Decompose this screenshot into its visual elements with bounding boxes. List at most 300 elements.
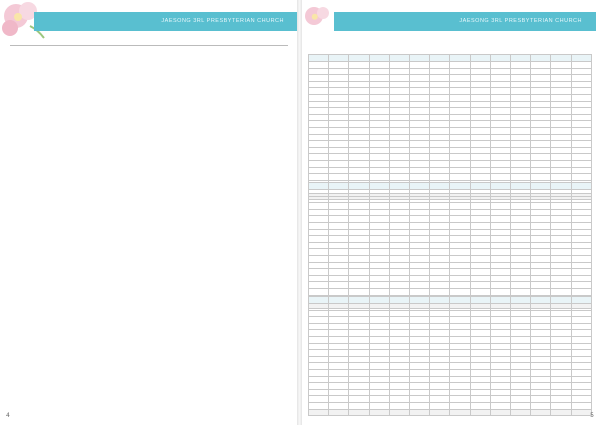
- table-cell: [551, 336, 571, 343]
- table-cell: [329, 209, 349, 216]
- table-cell: [470, 242, 490, 249]
- table-header-cell: [551, 183, 571, 190]
- table-cell: [389, 275, 409, 282]
- table-cell: [450, 409, 470, 416]
- table-cell: [309, 209, 329, 216]
- table-cell: [410, 242, 430, 249]
- table-cell: [571, 81, 591, 88]
- table-cell: [329, 363, 349, 370]
- table-cell: [309, 114, 329, 121]
- table-cell: [430, 275, 450, 282]
- table-cell: [369, 147, 389, 154]
- table-cell: [369, 323, 389, 330]
- table-cell: [349, 376, 369, 383]
- table-cell: [450, 94, 470, 101]
- table-cell: [531, 330, 551, 337]
- table-cell: [511, 369, 531, 376]
- table-cell: [329, 229, 349, 236]
- table-cell: [531, 209, 551, 216]
- table-cell: [551, 269, 571, 276]
- table-cell: [551, 255, 571, 262]
- table-cell: [470, 203, 490, 210]
- table-cell: [490, 216, 510, 223]
- table-cell: [309, 127, 329, 134]
- table-cell: [511, 154, 531, 161]
- table-cell: [551, 196, 571, 203]
- table-cell: [430, 62, 450, 69]
- table-cell: [430, 402, 450, 409]
- table-cell: [490, 94, 510, 101]
- table-cell: [551, 141, 571, 148]
- table-cell: [389, 108, 409, 115]
- table-row: [309, 396, 592, 403]
- table-cell: [551, 94, 571, 101]
- table-cell: [551, 409, 571, 416]
- left-header-band: [34, 12, 298, 31]
- table-header-cell: [349, 183, 369, 190]
- table-cell: [450, 376, 470, 383]
- table-cell: [349, 222, 369, 229]
- table-cell: [490, 134, 510, 141]
- table-cell: [490, 317, 510, 324]
- table-cell: [389, 216, 409, 223]
- table-cell: [410, 88, 430, 95]
- table-header-cell: [571, 183, 591, 190]
- table-cell: [551, 62, 571, 69]
- table-cell: [389, 196, 409, 203]
- table-cell: [450, 101, 470, 108]
- table-cell: [349, 249, 369, 256]
- table-cell: [430, 209, 450, 216]
- table-cell: [511, 262, 531, 269]
- table-cell: [531, 108, 551, 115]
- table-cell: [551, 121, 571, 128]
- table-cell: [551, 114, 571, 121]
- table-cell: [389, 376, 409, 383]
- table-cell: [470, 101, 490, 108]
- table-cell: [571, 75, 591, 82]
- table-cell: [551, 242, 571, 249]
- table-cell: [551, 310, 571, 317]
- table-cell: [309, 363, 329, 370]
- table-cell: [389, 269, 409, 276]
- table-cell: [490, 323, 510, 330]
- table-cell: [571, 249, 591, 256]
- table-cell: [349, 127, 369, 134]
- table-cell: [450, 154, 470, 161]
- table-header-cell: [531, 183, 551, 190]
- table-cell: [531, 222, 551, 229]
- table-cell: [470, 209, 490, 216]
- table-cell: [571, 160, 591, 167]
- table-cell: [430, 363, 450, 370]
- table-row: [309, 94, 592, 101]
- table-cell: [410, 402, 430, 409]
- table-cell: [329, 317, 349, 324]
- table-cell: [410, 369, 430, 376]
- table-cell: [349, 369, 369, 376]
- table-header-cell: [511, 55, 531, 62]
- table-cell: [531, 249, 551, 256]
- table-cell: [490, 88, 510, 95]
- table-cell: [450, 209, 470, 216]
- table-cell: [389, 222, 409, 229]
- table-header-cell: [470, 183, 490, 190]
- left-page: [0, 0, 298, 425]
- table-header-cell: [531, 297, 551, 304]
- table-cell: [511, 75, 531, 82]
- table-cell: [470, 262, 490, 269]
- table-cell: [511, 275, 531, 282]
- table-cell: [571, 310, 591, 317]
- table-cell: [490, 114, 510, 121]
- table-cell: [389, 356, 409, 363]
- table-cell: [349, 209, 369, 216]
- table-cell: [511, 402, 531, 409]
- table-cell: [470, 62, 490, 69]
- table-cell: [349, 409, 369, 416]
- table-cell: [511, 317, 531, 324]
- table-header-row: [309, 297, 592, 304]
- table-cell: [309, 310, 329, 317]
- table-cell: [349, 62, 369, 69]
- table-cell: [309, 402, 329, 409]
- table-cell: [389, 262, 409, 269]
- table-cell: [571, 343, 591, 350]
- table-row: [309, 108, 592, 115]
- table-cell: [369, 222, 389, 229]
- table-cell: [551, 160, 571, 167]
- table-header-cell: [410, 55, 430, 62]
- table-cell: [571, 376, 591, 383]
- table-cell: [329, 147, 349, 154]
- table-row: [309, 147, 592, 154]
- table-cell: [309, 330, 329, 337]
- table-cell: [329, 343, 349, 350]
- table-cell: [551, 81, 571, 88]
- table-cell: [349, 216, 369, 223]
- table-cell: [389, 134, 409, 141]
- page-number: 5: [590, 412, 594, 419]
- table-cell: [410, 68, 430, 75]
- table-cell: [410, 323, 430, 330]
- table-cell: [369, 108, 389, 115]
- table-cell: [389, 101, 409, 108]
- table-cell: [571, 330, 591, 337]
- table-cell: [389, 209, 409, 216]
- table-row: [309, 389, 592, 396]
- table-cell: [450, 127, 470, 134]
- table-cell: [531, 396, 551, 403]
- table-cell: [389, 383, 409, 390]
- table-cell: [329, 356, 349, 363]
- table-cell: [571, 196, 591, 203]
- table-cell: [490, 242, 510, 249]
- table-cell: [349, 323, 369, 330]
- table-cell: [450, 141, 470, 148]
- table-cell: [551, 356, 571, 363]
- table-cell: [369, 310, 389, 317]
- table-cell: [369, 343, 389, 350]
- table-cell: [410, 350, 430, 357]
- table-cell: [490, 236, 510, 243]
- table-cell: [450, 222, 470, 229]
- table-header-cell: [329, 297, 349, 304]
- table-cell: [349, 160, 369, 167]
- table-cell: [309, 356, 329, 363]
- table-cell: [571, 242, 591, 249]
- table-cell: [511, 356, 531, 363]
- table-cell: [470, 275, 490, 282]
- table-cell: [450, 216, 470, 223]
- table-cell: [511, 62, 531, 69]
- table-cell: [450, 108, 470, 115]
- table-cell: [470, 190, 490, 197]
- table-cell: [410, 203, 430, 210]
- table-cell: [571, 141, 591, 148]
- table-header-row: [309, 183, 592, 190]
- table-header-cell: [410, 297, 430, 304]
- table-cell: [369, 369, 389, 376]
- table-cell: [389, 88, 409, 95]
- table-cell: [531, 216, 551, 223]
- table-cell: [470, 363, 490, 370]
- table-cell: [369, 141, 389, 148]
- table-cell: [511, 389, 531, 396]
- table-cell: [531, 255, 551, 262]
- table-cell: [450, 383, 470, 390]
- table-cell: [309, 108, 329, 115]
- table-cell: [571, 154, 591, 161]
- table-cell: [389, 190, 409, 197]
- table-cell: [410, 141, 430, 148]
- table-cell: [329, 222, 349, 229]
- flower-decoration-icon: [302, 2, 338, 36]
- table-cell: [470, 396, 490, 403]
- table-cell: [490, 127, 510, 134]
- table-cell: [490, 383, 510, 390]
- table-cell: [551, 317, 571, 324]
- table-cell: [430, 356, 450, 363]
- table-cell: [349, 203, 369, 210]
- table-cell: [389, 242, 409, 249]
- table-cell: [470, 336, 490, 343]
- table-cell: [470, 255, 490, 262]
- table-cell: [309, 81, 329, 88]
- table-cell: [329, 350, 349, 357]
- table-row: [309, 160, 592, 167]
- table-cell: [369, 396, 389, 403]
- table-cell: [470, 108, 490, 115]
- table-cell: [410, 75, 430, 82]
- table-row: [309, 196, 592, 203]
- table-cell: [369, 363, 389, 370]
- table-cell: [349, 236, 369, 243]
- table-cell: [470, 369, 490, 376]
- table-cell: [531, 75, 551, 82]
- table-cell: [410, 304, 430, 311]
- table-cell: [349, 196, 369, 203]
- table-header-cell: [490, 183, 510, 190]
- table-cell: [470, 222, 490, 229]
- table-cell: [450, 242, 470, 249]
- table-cell: [430, 222, 450, 229]
- table-cell: [349, 363, 369, 370]
- table-cell: [329, 94, 349, 101]
- table-cell: [551, 275, 571, 282]
- table-cell: [551, 350, 571, 357]
- table-cell: [511, 127, 531, 134]
- table-cell: [309, 396, 329, 403]
- table-cell: [329, 236, 349, 243]
- table-cell: [410, 330, 430, 337]
- page-number: 4: [6, 412, 10, 419]
- table-cell: [490, 62, 510, 69]
- table-row: [309, 330, 592, 337]
- table-cell: [551, 389, 571, 396]
- table-cell: [450, 262, 470, 269]
- table-cell: [410, 160, 430, 167]
- table-cell: [389, 317, 409, 324]
- table-cell: [369, 269, 389, 276]
- table-header-cell: [450, 183, 470, 190]
- table-cell: [430, 350, 450, 357]
- table-cell: [470, 68, 490, 75]
- table-cell: [309, 249, 329, 256]
- table-cell: [571, 389, 591, 396]
- table-cell: [450, 310, 470, 317]
- table-header-cell: [551, 55, 571, 62]
- table-cell: [551, 75, 571, 82]
- table-cell: [430, 317, 450, 324]
- table-cell: [571, 336, 591, 343]
- table-cell: [490, 409, 510, 416]
- table-cell: [349, 190, 369, 197]
- table-cell: [349, 402, 369, 409]
- table-cell: [450, 363, 470, 370]
- table-cell: [531, 203, 551, 210]
- table-cell: [309, 236, 329, 243]
- table-cell: [410, 275, 430, 282]
- table-header-cell: [329, 55, 349, 62]
- table-header-cell: [389, 55, 409, 62]
- table-cell: [389, 62, 409, 69]
- table-cell: [349, 255, 369, 262]
- table-cell: [430, 114, 450, 121]
- table-cell: [389, 127, 409, 134]
- table-cell: [511, 81, 531, 88]
- table-cell: [551, 203, 571, 210]
- table-cell: [450, 350, 470, 357]
- table-cell: [329, 242, 349, 249]
- table-cell: [309, 190, 329, 197]
- table-cell: [369, 209, 389, 216]
- table-cell: [531, 134, 551, 141]
- table-cell: [551, 330, 571, 337]
- table-cell: [490, 269, 510, 276]
- table-cell: [490, 350, 510, 357]
- table-cell: [571, 68, 591, 75]
- table-cell: [450, 269, 470, 276]
- table-cell: [309, 68, 329, 75]
- table-cell: [349, 269, 369, 276]
- table-cell: [511, 343, 531, 350]
- table-row: [309, 203, 592, 210]
- table-cell: [329, 75, 349, 82]
- table-cell: [309, 222, 329, 229]
- table-cell: [329, 255, 349, 262]
- table-cell: [490, 121, 510, 128]
- table-cell: [410, 363, 430, 370]
- table-row: [309, 242, 592, 249]
- table-cell: [369, 389, 389, 396]
- table-cell: [551, 108, 571, 115]
- table-cell: [450, 255, 470, 262]
- table-row: [309, 154, 592, 161]
- table-header-cell: [430, 297, 450, 304]
- table-cell: [470, 383, 490, 390]
- lesson-info-line: [10, 35, 288, 46]
- table-header-cell: [369, 55, 389, 62]
- table-cell: [369, 262, 389, 269]
- table-cell: [410, 190, 430, 197]
- table-cell: [470, 216, 490, 223]
- table-cell: [531, 81, 551, 88]
- table-cell: [531, 88, 551, 95]
- table-header-cell: [369, 297, 389, 304]
- table-cell: [389, 363, 409, 370]
- table-cell: [410, 147, 430, 154]
- table-cell: [430, 376, 450, 383]
- table-cell: [430, 108, 450, 115]
- table-cell: [369, 121, 389, 128]
- table-cell: [490, 222, 510, 229]
- table-cell: [410, 127, 430, 134]
- table-cell: [571, 147, 591, 154]
- table-cell: [470, 121, 490, 128]
- table-cell: [309, 389, 329, 396]
- table-cell: [430, 304, 450, 311]
- table-cell: [470, 236, 490, 243]
- table-cell: [531, 269, 551, 276]
- table-header-cell: [329, 183, 349, 190]
- table-cell: [470, 304, 490, 311]
- table-cell: [571, 229, 591, 236]
- table-cell: [571, 323, 591, 330]
- table-cell: [490, 363, 510, 370]
- table-cell: [389, 396, 409, 403]
- table-cell: [410, 101, 430, 108]
- table-header-cell: [309, 183, 329, 190]
- table-cell: [309, 262, 329, 269]
- table-cell: [410, 222, 430, 229]
- table-cell: [410, 81, 430, 88]
- table-row: [309, 343, 592, 350]
- table-row: [309, 88, 592, 95]
- table-cell: [490, 343, 510, 350]
- table-cell: [470, 196, 490, 203]
- table-cell: [571, 369, 591, 376]
- table-cell: [450, 369, 470, 376]
- table-cell: [511, 203, 531, 210]
- table-row: [309, 249, 592, 256]
- table-cell: [410, 396, 430, 403]
- table-cell: [571, 304, 591, 311]
- table-row: [309, 216, 592, 223]
- table-cell: [430, 255, 450, 262]
- table-cell: [490, 275, 510, 282]
- table-cell: [571, 108, 591, 115]
